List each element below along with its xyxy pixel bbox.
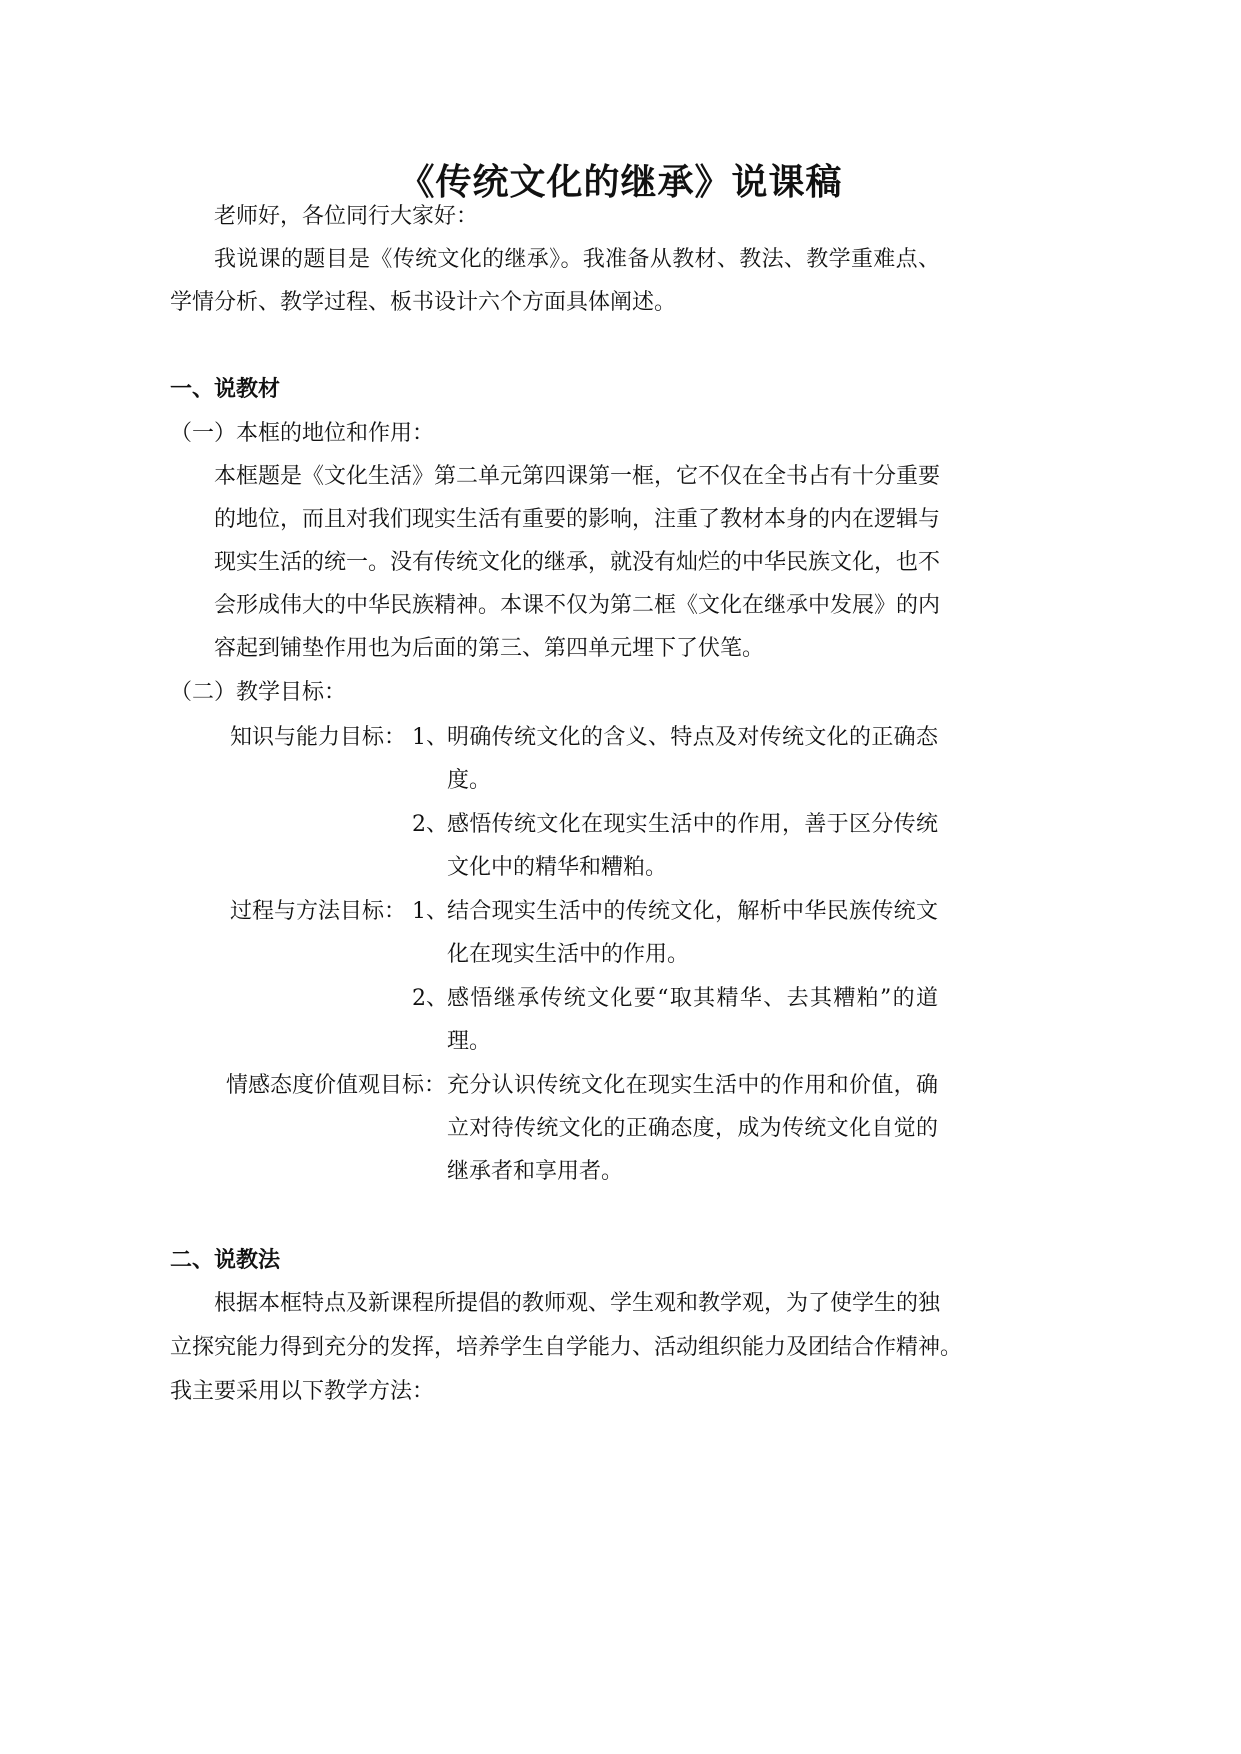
process-goal-label: 过程与方法目标： (229, 899, 406, 924)
knowledge-goal-label: 知识与能力目标： (229, 725, 406, 750)
process-item1-line-1: 结合现实生活中的传统文化，解析中华民族传统文 (447, 899, 938, 924)
sub1-line-4: 会形成伟大的中华民族精神。本课不仅为第二框《文化在继承中发展》的内 (214, 593, 941, 618)
document-title: 《传统文化的继承》说课稿 (398, 161, 843, 203)
section2-line-3: 我主要采用以下教学方法： (170, 1379, 435, 1404)
emotion-line-2: 立对待传统文化的正确态度，成为传统文化自觉的 (447, 1116, 938, 1141)
sub2-heading: （二）教学目标： (170, 680, 347, 705)
process-item2-line-1: 感悟继承传统文化要“取其精华、去其糟粕”的道 (447, 986, 938, 1011)
section2-line-1: 根据本框特点及新课程所提倡的教师观、学生观和教学观，为了使学生的独 (214, 1291, 941, 1316)
intro-line-1: 我说课的题目是《传统文化的继承》。我准备从教材、教法、教学重难点、 (214, 247, 940, 272)
emotion-line-1: 充分认识传统文化在现实生活中的作用和价值，确 (447, 1073, 938, 1098)
knowledge-item1-line-1: 明确传统文化的含义、特点及对传统文化的正确态 (447, 725, 938, 750)
knowledge-item1-line-2: 度。 (447, 768, 492, 793)
section1-heading: 一、说教材 (170, 376, 281, 402)
knowledge-item2-number: 2、 (412, 812, 448, 837)
greeting-text: 老师好，各位同行大家好： (214, 204, 479, 229)
process-item2-number: 2、 (412, 986, 448, 1011)
process-item1-number: 1、 (412, 899, 448, 924)
emotion-goal-label: 情感态度价值观目标： (225, 1073, 446, 1098)
sub1-line-5: 容起到铺垫作用也为后面的第三、第四单元埋下了伏笔。 (214, 636, 765, 661)
section2-heading: 二、说教法 (170, 1247, 281, 1273)
knowledge-item2-line-1: 感悟传统文化在现实生活中的作用，善于区分传统 (447, 812, 938, 837)
sub1-heading: （一）本框的地位和作用： (170, 421, 435, 446)
emotion-line-3: 继承者和享用者。 (447, 1159, 624, 1184)
section2-line-2: 立探究能力得到充分的发挥，培养学生自学能力、活动组织能力及团结合作精神。 (170, 1335, 963, 1360)
knowledge-item1-number: 1、 (412, 725, 448, 750)
sub1-line-2: 的地位，而且对我们现实生活有重要的影响，注重了教材本身的内在逻辑与 (214, 507, 941, 532)
intro-line-2: 学情分析、教学过程、板书设计六个方面具体阐述。 (170, 290, 677, 315)
sub1-line-3: 现实生活的统一。没有传统文化的继承，就没有灿烂的中华民族文化，也不 (214, 550, 941, 575)
process-item2-line-2: 理。 (447, 1029, 492, 1054)
process-item1-line-2: 化在现实生活中的作用。 (447, 942, 690, 967)
knowledge-item2-line-2: 文化中的精华和糟粕。 (447, 855, 668, 880)
sub1-line-1: 本框题是《文化生活》第二单元第四课第一框，它不仅在全书占有十分重要 (214, 464, 941, 489)
